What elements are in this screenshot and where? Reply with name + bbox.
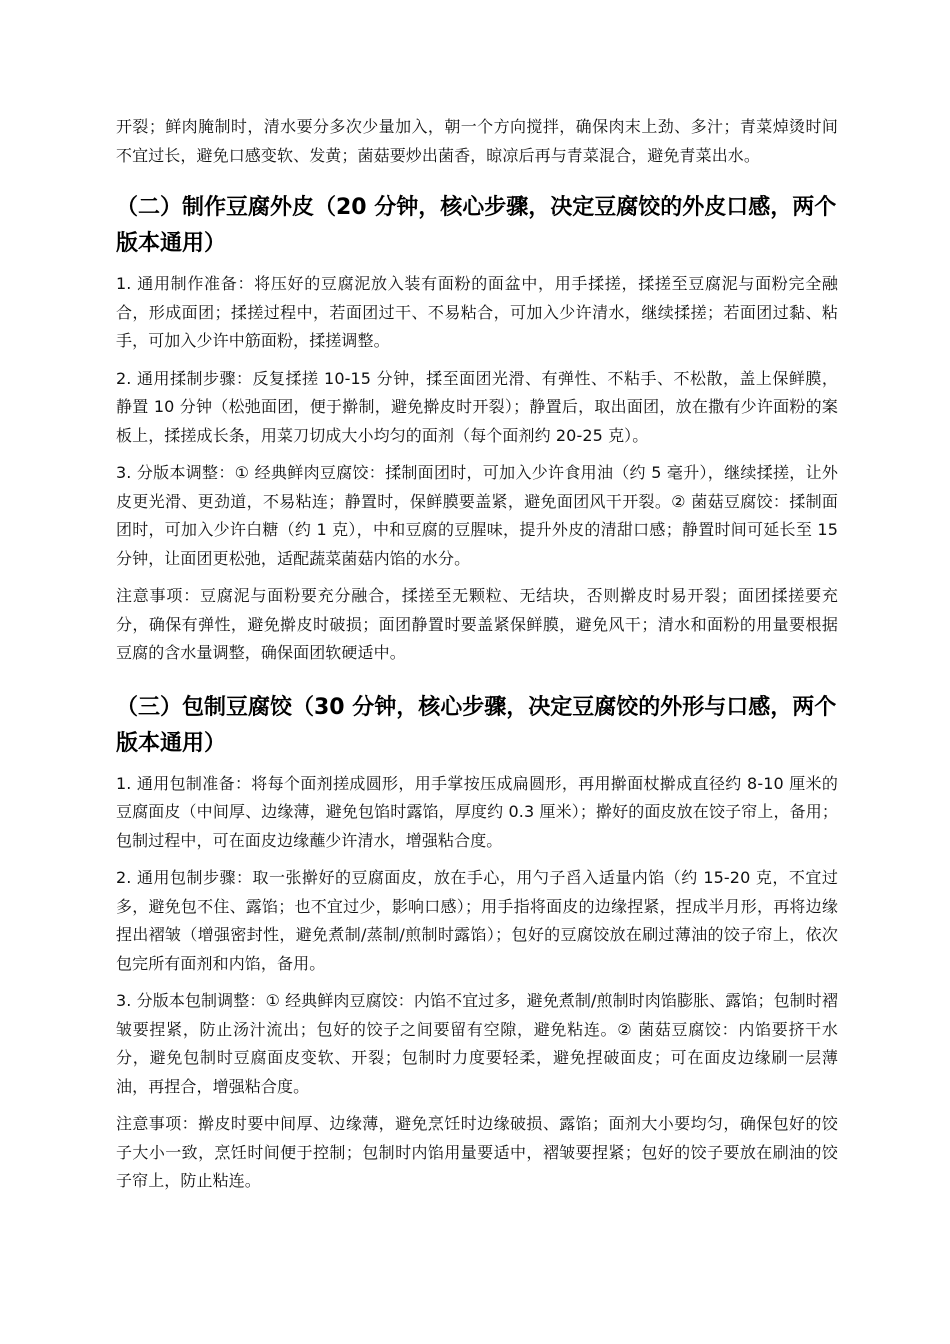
section-3-step-2: 2. 通用包制步骤：取一张擀好的豆腐面皮，放在手心，用勺子舀入适量内馅（约 15-20 克，不宜过多，避免包不住、露馅；也不宜过少，影响口感）；用手指将面皮的边缘捏紧，捏成半月形，再将边缘捏出褶皱（增强密封性，避免煮制/蒸制/煎制时露馅）；包好的豆腐饺放在刷过薄油的饺子帘上，依次包完所有面剂和内馅，备用。 xyxy=(116,868,838,973)
section-3-heading: （三）包制豆腐饺（30 分钟，核心步骤，决定豆腐饺的外形与口感，两个版本通用） xyxy=(116,694,837,756)
section-3-step-3: 3. 分版本包制调整：① 经典鲜肉豆腐饺：内馅不宜过多，避免煮制/煎制时肉馅膨胀、露馅；包制时褶皱要捏紧，防止汤汁流出；包好的饺子之间要留有空隙，避免粘连。② 菌菇豆腐饺：内馅要挤干水分，避免包制时豆腐面皮变软、开裂；包制时力度要轻柔，避免捏破面皮；可在面皮边缘刷一层薄油，再捏合，增强粘合度。 xyxy=(116,991,838,1096)
section-2-note: 注意事项：豆腐泥与面粉要充分融合，揉搓至无颗粒、无结块，否则擀皮时易开裂；面团揉搓要充分，确保有弹性，避免擀皮时破损；面团静置时要盖紧保鲜膜，避免风干；清水和面粉的用量要根据豆腐的含水量调整，确保面团软硬适中。 xyxy=(116,586,838,662)
section-3-note: 注意事项：擀皮时要中间厚、边缘薄，避免烹饪时边缘破损、露馅；面剂大小要均匀，确保包好的饺子大小一致，烹饪时间便于控制；包制时内馅用量要适中，褶皱要捏紧；包好的饺子要放在刷油的饺子帘上，防止粘连。 xyxy=(116,1114,838,1190)
section-3-step-1: 1. 通用包制准备：将每个面剂搓成圆形，用手掌按压成扁圆形，再用擀面杖擀成直径约 8-10 厘米的豆腐面皮（中间厚、边缘薄，避免包馅时露馅，厚度约 0.3 厘米）；擀好的面皮放在饺子帘上，备用；包制过程中，可在面皮边缘蘸少许清水，增强粘合度。 xyxy=(116,773,838,850)
document-page xyxy=(116,113,838,1205)
section-2-step-3: 3. 分版本调整：① 经典鲜肉豆腐饺：揉制面团时，可加入少许食用油（约 5 毫升），继续揉搓，让外皮更光滑、更劲道，不易粘连；静置时，保鲜膜要盖紧，避免面团风干开裂。② 菌菇豆腐饺：揉制面团时，可加入少许白糖（约 1 克），中和豆腐的豆腥味，提升外皮的清甜口感；静置时间可延长至 15 分钟，让面团更松弛，适配蔬菜菌菇内馅的水分。 xyxy=(116,463,838,568)
section-2-heading: （二）制作豆腐外皮（20 分钟，核心步骤，决定豆腐饺的外皮口感，两个版本通用） xyxy=(116,195,837,256)
intro-continuation-paragraph: 开裂；鲜肉腌制时，清水要分多次少量加入，朝一个方向搅拌，确保肉末上劲、多汁；青菜焯烫时间不宜过长，避免口感变软、发黄；菌菇要炒出菌香，晾凉后再与青菜混合，避免青菜出水。 xyxy=(116,117,838,165)
section-2-step-1: 1. 通用制作准备：将压好的豆腐泥放入装有面粉的面盆中，用手揉搓，揉搓至豆腐泥与面粉完全融合，形成面团；揉搓过程中，若面团过干、不易粘合，可加入少许清水，继续揉搓；若面团过黏、粘手，可加入少许中筋面粉，揉搓调整。 xyxy=(116,274,838,350)
section-2-step-2: 2. 通用揉制步骤：反复揉搓 10-15 分钟，揉至面团光滑、有弹性、不粘手、不松散，盖上保鲜膜，静置 10 分钟（松弛面团，便于擀制，避免擀皮时开裂）；静置后，取出面团，放在撒有少许面粉的案板上，揉搓成长条，用菜刀切成大小均匀的面剂（每个面剂约 20-25 克）。 xyxy=(116,368,838,445)
